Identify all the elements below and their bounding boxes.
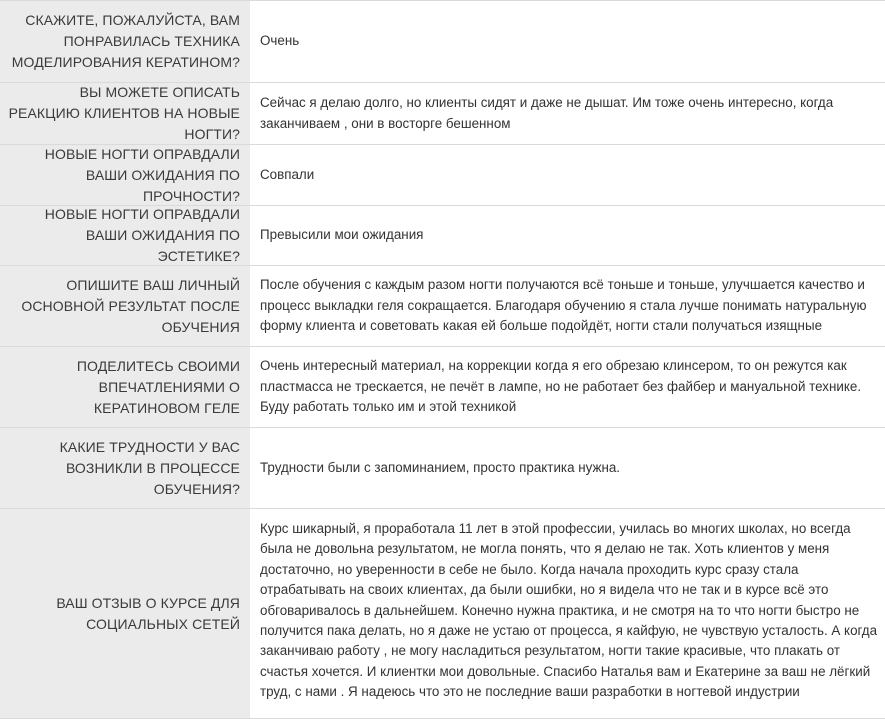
table-row [0, 206, 885, 266]
table-row [0, 509, 885, 719]
answer-cell [250, 145, 885, 205]
answer-cell [250, 83, 885, 144]
answer-cell [250, 509, 885, 718]
answer-cell [250, 266, 885, 346]
question-text: СКАЖИТЕ, ПОЖАЛУЙСТА, ВАМ ПОНРАВИЛАСЬ ТЕХНИКА МОДЕЛИРОВАНИЯ КЕРАТИНОМ? [11, 12, 240, 70]
question-cell [0, 206, 250, 265]
table-row [0, 347, 885, 428]
question-text: НОВЫЕ НОГТИ ОПРАВДАЛИ ВАШИ ОЖИДАНИЯ ПО ПРОЧНОСТИ? [44, 145, 240, 204]
answer-cell [250, 206, 885, 265]
question-cell [0, 83, 250, 144]
question-cell [0, 347, 250, 427]
table-row [0, 428, 885, 509]
table-row [0, 1, 885, 83]
question-text: ВАШ ОТЗЫВ О КУРСЕ ДЛЯ СОЦИАЛЬНЫХ СЕТЕЙ [56, 594, 240, 632]
table-row [0, 83, 885, 145]
table-row [0, 145, 885, 206]
answer-text: После обучения с каждым разом ногти получаются всё тоньше и тоньше, улучшается качество и процесс выкладки геля сокращается. Благодаря обучению я стала лучше понимать натуральную форму клиента и советовать какая ей больше подойдёт, ногти стали получаться изящные [260, 277, 867, 334]
answer-text: Сейчас я делаю долго, но клиенты сидят и даже не дышат. Им тоже очень интересно, когда заканчиваем , они в восторге бешенном [260, 95, 834, 131]
question-cell [0, 509, 250, 718]
question-cell [0, 1, 250, 82]
question-text: ВЫ МОЖЕТЕ ОПИСАТЬ РЕАКЦИЮ КЛИЕНТОВ НА НОВЫЕ НОГТИ? [8, 84, 240, 142]
question-text: ОПИШИТЕ ВАШ ЛИЧНЫЙ ОСНОВНОЙ РЕЗУЛЬТАТ ПОСЛЕ ОБУЧЕНИЯ [21, 276, 240, 335]
question-cell [0, 145, 250, 205]
answer-text: Очень [260, 33, 300, 49]
question-text: ПОДЕЛИТЕСЬ СВОИМИ ВПЕЧАТЛЕНИЯМИ О КЕРАТИНОВОМ ГЕЛЕ [76, 357, 240, 416]
answer-text: Превысили мои ожидания [260, 227, 424, 243]
table-row [0, 266, 885, 347]
question-text: КАКИЕ ТРУДНОСТИ У ВАС ВОЗНИКЛИ В ПРОЦЕССЕ ОБУЧЕНИЯ? [59, 438, 240, 497]
answer-text: Совпали [260, 166, 315, 182]
question-cell [0, 266, 250, 346]
answer-text: Трудности были с запоминанием, просто практика нужна. [260, 459, 621, 475]
answer-cell [250, 347, 885, 427]
question-cell [0, 428, 250, 508]
answer-text: Курс шикарный, я проработала 11 лет в этой профессии, училась во многих школах, но всегда была не довольна результатом, не могла понять, что я делаю не так. Хоть клиентов у меня достаточно, но уверенности в себе не было. Когда начала проходить курс сразу стала отрабатывать на своих клиентах, да были ошибки, но я видела что не так и в курсе всё это обговаривалось в дальнейшем. Конечно нужна практика, и не смотря на то что ногти быстро не получится пака делать, но я даже не устаю от процесса, я кайфую, не чувствую усталость. А когда заканчиваю работу , не могу насладиться результатом, ногти такие красивые, что плакать от счастья хочется. И клиентки мои довольные. Спасибо Наталья вам и Екатерине за ваш не лёгкий труд, с нами . Я надеюсь что это не последние ваши разработки в ногтевой индустрии [260, 521, 878, 700]
answer-cell [250, 428, 885, 508]
answer-text: Очень интересный материал, на коррекции когда я его обрезаю клинсером, то он режутся как пластмасса не трескается, не печёт в лампе, но не работает без файбер и мануальной технике. Буду работать только им и этой техникой [260, 358, 862, 415]
question-text: НОВЫЕ НОГТИ ОПРАВДАЛИ ВАШИ ОЖИДАНИЯ ПО ЭСТЕТИКЕ? [44, 206, 240, 264]
answer-cell [250, 1, 885, 82]
